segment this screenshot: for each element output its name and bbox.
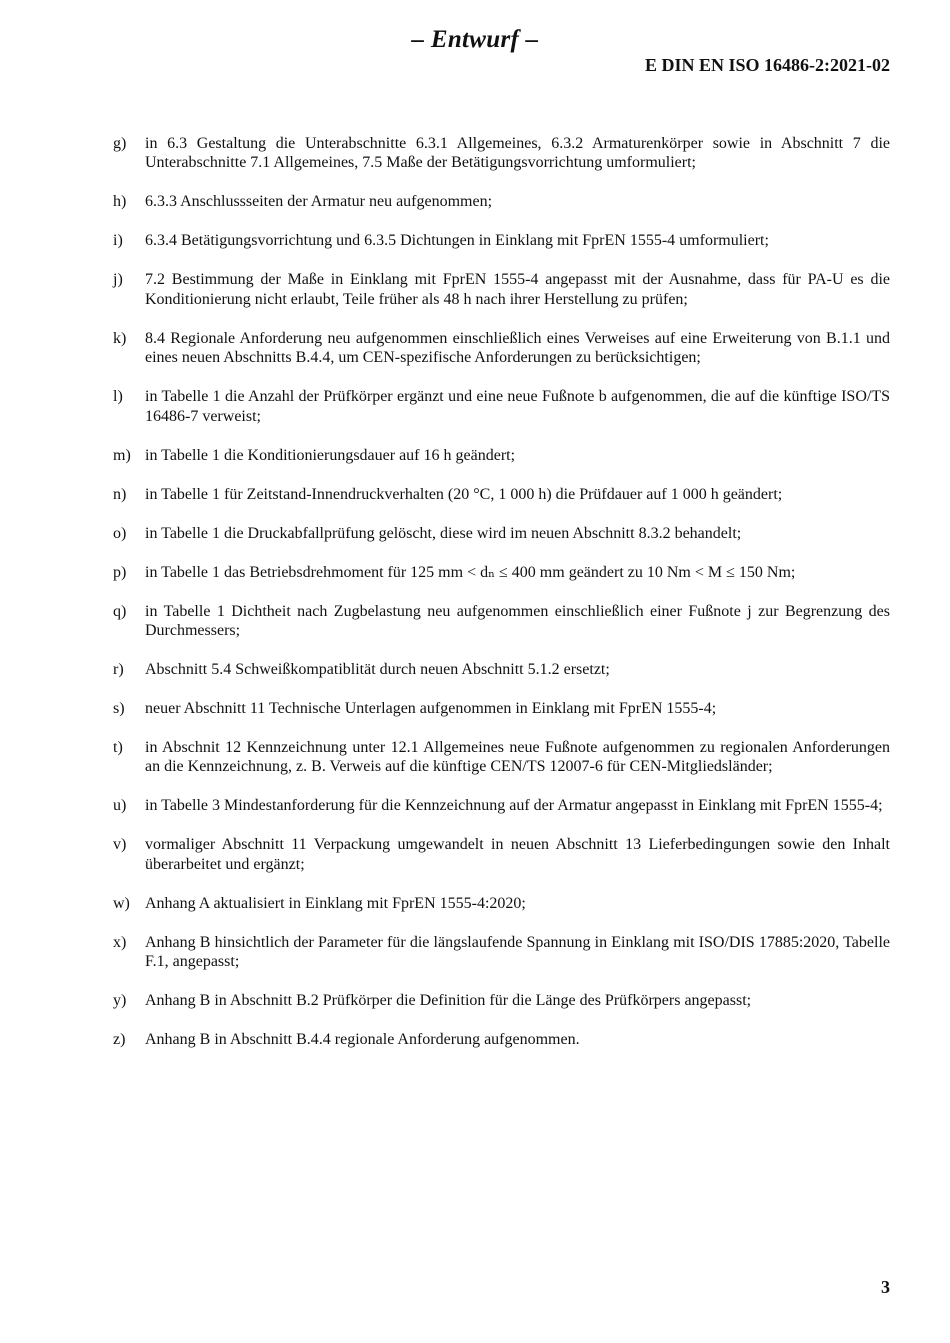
- list-item: [113, 738, 890, 777]
- item-label: u): [113, 797, 127, 815]
- list-item: [113, 231, 890, 250]
- list-item: [113, 270, 890, 309]
- item-label: t): [113, 739, 123, 757]
- item-label: s): [113, 700, 125, 718]
- item-text: Anhang B in Abschnitt B.4.4 regionale Anforderung aufgenommen.: [145, 1031, 580, 1049]
- item-label: w): [113, 894, 130, 912]
- list-item: [113, 991, 890, 1010]
- item-text: vormaliger Abschnitt 11 Verpackung umgewandelt in neuen Abschnitt 13 Lieferbedingungen sowie den Inhalt überarbeitet und ergänzt;: [145, 836, 890, 873]
- item-label: n): [113, 485, 127, 503]
- item-label: l): [113, 388, 123, 406]
- item-label: g): [113, 135, 127, 152]
- item-text: 6.3.3 Anschlussseiten der Armatur neu aufgenommen;: [145, 193, 493, 211]
- list-item: [113, 524, 890, 543]
- item-text: neuer Abschnitt 11 Technische Unterlagen aufgenommen in Einklang mit FprEN 1555-4;: [145, 700, 717, 718]
- item-label: j): [113, 271, 123, 289]
- item-text: Anhang B in Abschnitt B.2 Prüfkörper die Definition für die Länge des Prüfkörpers angepasst;: [145, 992, 752, 1010]
- item-text: in Tabelle 1 die Konditionierungsdauer auf 16 h geändert;: [145, 446, 516, 464]
- list-item: [113, 602, 890, 641]
- list-item: [113, 563, 890, 582]
- item-label: m): [113, 446, 131, 464]
- item-label: r): [113, 661, 124, 679]
- item-text: 7.2 Bestimmung der Maße in Einklang mit FprEN 1555-4 angepasst mit der Ausnahme, dass für PA-U es die Konditionierung nicht erlaubt, Teile früher als 48 h nach ihrer Herstellung zu prüfen;: [145, 271, 890, 308]
- list-item: [113, 329, 890, 368]
- item-label: p): [113, 563, 127, 581]
- item-label: h): [113, 193, 127, 211]
- list-item: [113, 796, 890, 815]
- item-label: o): [113, 524, 127, 542]
- item-text: in 6.3 Gestaltung die Unterabschnitte 6.3.1 Allgemeines, 6.3.2 Armaturenkörper sowie in Abschnitt 7 die Unterabschnitte 7.1 Allgemeines, 7.5 Maße der Betätigungsvorrichtung umformuliert;: [145, 135, 890, 172]
- item-text: in Abschnit 12 Kennzeichnung unter 12.1 Allgemeines neue Fußnote aufgenommen zu regionalen Anforderungen an die Kennzeichnung, z. B. Verweis auf die künftige CEN/TS 12007-6 für CEN-Mitgliedsländer;: [145, 739, 890, 776]
- item-text: in Tabelle 1 für Zeitstand-Innendruckverhalten (20 °C, 1 000 h) die Prüfdauer auf 1 000 h geändert;: [145, 485, 783, 503]
- list-item: [113, 699, 890, 718]
- item-text: in Tabelle 1 Dichtheit nach Zugbelastung neu aufgenommen einschließlich einer Fußnote j zur Begrenzung des Durchmessers;: [145, 602, 890, 640]
- item-text: in Tabelle 1 die Anzahl der Prüfkörper ergänzt und eine neue Fußnote b aufgenommen, die auf die künftige ISO/TS 16486-7 verweist;: [145, 388, 890, 425]
- item-text: in Tabelle 3 Mindestanforderung für die Kennzeichnung auf der Armatur angepasst in Einklang mit FprEN 1555-4;: [145, 797, 883, 815]
- list-item: [113, 1030, 890, 1049]
- item-text: 8.4 Regionale Anforderung neu aufgenommen einschließlich eines Verweises auf eine Erweiterung von B.1.1 und eines neuen Abschnitts B.4.4, um CEN-spezifische Anforderungen zu berücksichtigen;: [145, 329, 890, 367]
- item-label: x): [113, 933, 127, 951]
- list-item: [113, 446, 890, 465]
- item-label: v): [113, 836, 127, 854]
- item-label: i): [113, 232, 123, 250]
- list-item: [113, 894, 890, 913]
- item-text: Anhang B hinsichtlich der Parameter für die längslaufende Spannung in Einklang mit ISO/DIS 17885:2020, Tabelle F.1, angepasst;: [145, 933, 890, 971]
- list-item: [113, 192, 890, 211]
- item-text: in Tabelle 1 das Betriebsdrehmoment für 125 mm < dₙ ≤ 400 mm geändert zu 10 Nm < M ≤ 150 Nm;: [145, 563, 796, 581]
- list-item: [113, 387, 890, 426]
- change-list: [113, 134, 890, 1069]
- item-label: y): [113, 992, 127, 1010]
- list-item: [113, 485, 890, 504]
- page-number: 3: [881, 1277, 890, 1297]
- list-item: [113, 933, 890, 972]
- list-item: [113, 835, 890, 874]
- item-text: in Tabelle 1 die Druckabfallprüfung gelöscht, diese wird im neuen Abschnitt 8.3.2 behandelt;: [145, 524, 742, 542]
- item-label: k): [113, 329, 127, 347]
- item-label: q): [113, 602, 127, 620]
- draft-label: – Entwurf –: [411, 26, 539, 53]
- document-id: E DIN EN ISO 16486-2:2021-02: [644, 55, 890, 75]
- item-text: Anhang A aktualisiert in Einklang mit FprEN 1555-4:2020;: [145, 894, 526, 912]
- item-text: 6.3.4 Betätigungsvorrichtung und 6.3.5 Dichtungen in Einklang mit FprEN 1555-4 umformuliert;: [145, 232, 769, 250]
- item-text: Abschnitt 5.4 Schweißkompatiblität durch neuen Abschnitt 5.1.2 ersetzt;: [145, 661, 610, 679]
- list-item: [113, 134, 890, 173]
- item-label: z): [113, 1031, 126, 1049]
- list-item: [113, 660, 890, 679]
